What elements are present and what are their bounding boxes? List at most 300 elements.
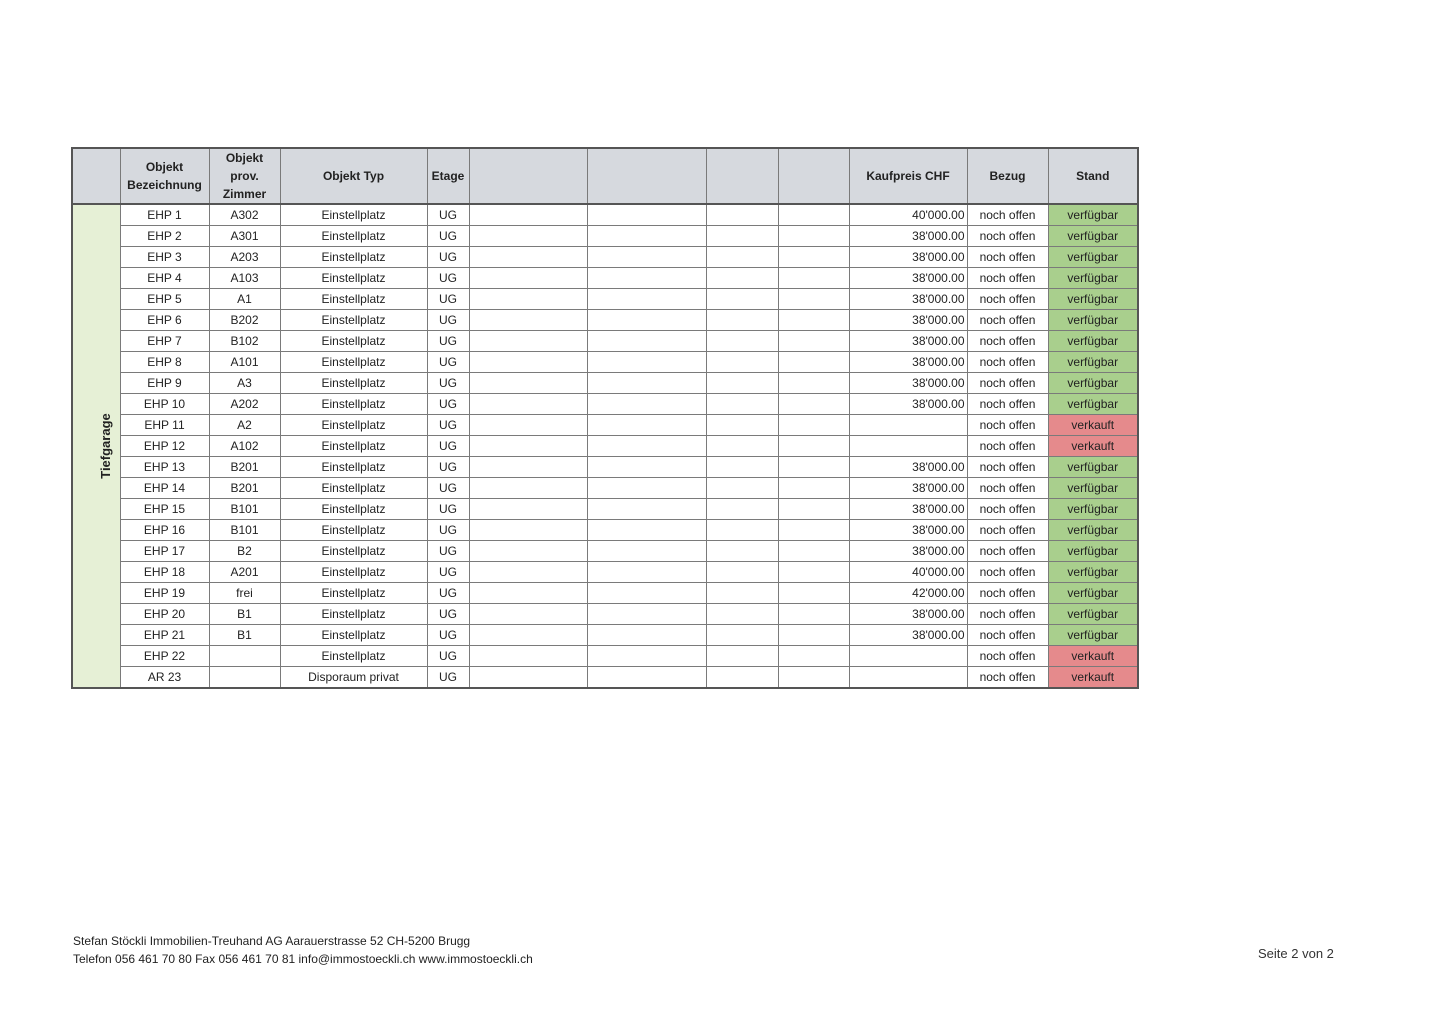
- cell-empty: [778, 562, 849, 583]
- cell-empty: [469, 415, 587, 436]
- cell-etage: UG: [427, 667, 469, 689]
- cell-etage: UG: [427, 436, 469, 457]
- cell-zimmer: A3: [209, 373, 280, 394]
- cell-empty: [469, 352, 587, 373]
- cell-bezug: noch offen: [967, 394, 1048, 415]
- cell-zimmer: B101: [209, 499, 280, 520]
- cell-stand: verfügbar: [1048, 541, 1138, 562]
- cell-empty: [778, 520, 849, 541]
- cell-kaufpreis: 38'000.00: [849, 331, 967, 352]
- cell-empty: [587, 352, 706, 373]
- cell-bezug: noch offen: [967, 541, 1048, 562]
- cell-empty: [469, 562, 587, 583]
- cell-bezeichnung: EHP 16: [120, 520, 209, 541]
- cell-bezeichnung: EHP 7: [120, 331, 209, 352]
- cell-empty: [706, 415, 778, 436]
- footer-line-company: Stefan Stöckli Immobilien-Treuhand AG Aarauerstrasse 52 CH-5200 Brugg: [73, 934, 471, 948]
- cell-empty: [778, 204, 849, 226]
- cell-kaufpreis: 38'000.00: [849, 499, 967, 520]
- parking-sales-table: [71, 147, 1139, 689]
- cell-empty: [469, 457, 587, 478]
- cell-etage: UG: [427, 541, 469, 562]
- table-row: [72, 478, 1138, 499]
- cell-zimmer: [209, 667, 280, 689]
- cell-bezeichnung: AR 23: [120, 667, 209, 689]
- cell-bezug: noch offen: [967, 478, 1048, 499]
- cell-typ: Einstellplatz: [280, 268, 427, 289]
- cell-empty: [587, 415, 706, 436]
- cell-empty: [469, 394, 587, 415]
- cell-bezeichnung: EHP 4: [120, 268, 209, 289]
- cell-empty: [778, 226, 849, 247]
- header-etage: Etage: [427, 148, 469, 204]
- cell-typ: Einstellplatz: [280, 436, 427, 457]
- cell-zimmer: A102: [209, 436, 280, 457]
- cell-empty: [778, 331, 849, 352]
- cell-kaufpreis: 38'000.00: [849, 604, 967, 625]
- table-row: [72, 436, 1138, 457]
- cell-zimmer: B201: [209, 478, 280, 499]
- cell-zimmer: A301: [209, 226, 280, 247]
- cell-typ: Einstellplatz: [280, 352, 427, 373]
- cell-empty: [706, 604, 778, 625]
- cell-kaufpreis: 38'000.00: [849, 373, 967, 394]
- cell-bezeichnung: EHP 3: [120, 247, 209, 268]
- cell-empty: [587, 310, 706, 331]
- cell-empty: [469, 310, 587, 331]
- cell-zimmer: A1: [209, 289, 280, 310]
- cell-bezeichnung: EHP 9: [120, 373, 209, 394]
- cell-empty: [587, 520, 706, 541]
- cell-empty: [587, 583, 706, 604]
- cell-etage: UG: [427, 204, 469, 226]
- cell-etage: UG: [427, 604, 469, 625]
- table-row: [72, 352, 1138, 373]
- table-row: [72, 520, 1138, 541]
- cell-stand: verfügbar: [1048, 289, 1138, 310]
- cell-bezeichnung: EHP 1: [120, 204, 209, 226]
- table-row: [72, 583, 1138, 604]
- cell-etage: UG: [427, 331, 469, 352]
- cell-etage: UG: [427, 247, 469, 268]
- cell-empty: [778, 457, 849, 478]
- table-row: [72, 562, 1138, 583]
- header-bezeichnung-line2: Bezeichnung: [127, 178, 202, 192]
- cell-stand: verfügbar: [1048, 604, 1138, 625]
- cell-empty: [469, 583, 587, 604]
- cell-zimmer: [209, 646, 280, 667]
- cell-empty: [706, 247, 778, 268]
- cell-etage: UG: [427, 415, 469, 436]
- cell-etage: UG: [427, 394, 469, 415]
- cell-stand: verkauft: [1048, 415, 1138, 436]
- cell-etage: UG: [427, 268, 469, 289]
- cell-zimmer: A202: [209, 394, 280, 415]
- cell-empty: [587, 268, 706, 289]
- cell-empty: [706, 520, 778, 541]
- cell-etage: UG: [427, 373, 469, 394]
- table-row: [72, 625, 1138, 646]
- cell-empty: [587, 478, 706, 499]
- cell-empty: [778, 268, 849, 289]
- header-bezeichnung: [120, 148, 209, 204]
- cell-bezug: noch offen: [967, 499, 1048, 520]
- cell-etage: UG: [427, 457, 469, 478]
- header-zimmer-line1: Objekt: [225, 151, 264, 165]
- cell-bezeichnung: EHP 21: [120, 625, 209, 646]
- cell-bezug: noch offen: [967, 268, 1048, 289]
- cell-empty: [587, 331, 706, 352]
- cell-empty: [706, 436, 778, 457]
- page-number: Seite 2 von 2: [1258, 946, 1334, 961]
- cell-typ: Einstellplatz: [280, 415, 427, 436]
- header-empty-1: [469, 148, 587, 204]
- cell-typ: Einstellplatz: [280, 520, 427, 541]
- table-row: [72, 373, 1138, 394]
- cell-empty: [587, 226, 706, 247]
- cell-empty: [778, 247, 849, 268]
- cell-etage: UG: [427, 289, 469, 310]
- cell-empty: [587, 247, 706, 268]
- cell-bezeichnung: EHP 15: [120, 499, 209, 520]
- cell-empty: [706, 562, 778, 583]
- cell-empty: [778, 394, 849, 415]
- cell-empty: [706, 499, 778, 520]
- header-group: [72, 148, 120, 204]
- cell-bezeichnung: EHP 17: [120, 541, 209, 562]
- cell-bezeichnung: EHP 22: [120, 646, 209, 667]
- cell-empty: [587, 541, 706, 562]
- table-row: [72, 394, 1138, 415]
- cell-empty: [778, 667, 849, 689]
- cell-empty: [706, 226, 778, 247]
- cell-etage: UG: [427, 625, 469, 646]
- sales-table-container: [71, 147, 1139, 689]
- cell-empty: [469, 646, 587, 667]
- group-cell-tiefgarage: [72, 204, 120, 688]
- cell-empty: [706, 457, 778, 478]
- cell-empty: [778, 415, 849, 436]
- cell-typ: Einstellplatz: [280, 310, 427, 331]
- cell-bezug: noch offen: [967, 331, 1048, 352]
- cell-etage: UG: [427, 226, 469, 247]
- cell-zimmer: B102: [209, 331, 280, 352]
- cell-typ: Einstellplatz: [280, 247, 427, 268]
- cell-typ: Einstellplatz: [280, 625, 427, 646]
- cell-typ: Disporaum privat: [280, 667, 427, 689]
- cell-empty: [706, 478, 778, 499]
- cell-typ: Einstellplatz: [280, 373, 427, 394]
- cell-stand: verfügbar: [1048, 352, 1138, 373]
- cell-zimmer: B201: [209, 457, 280, 478]
- cell-bezeichnung: EHP 19: [120, 583, 209, 604]
- footer-line-contact: Telefon 056 461 70 80 Fax 056 461 70 81 info@immostoeckli.ch www.immostoeckli.ch: [73, 952, 533, 966]
- cell-etage: UG: [427, 499, 469, 520]
- cell-stand: verfügbar: [1048, 478, 1138, 499]
- cell-bezug: noch offen: [967, 352, 1048, 373]
- cell-typ: Einstellplatz: [280, 204, 427, 226]
- cell-stand: verfügbar: [1048, 499, 1138, 520]
- cell-bezug: noch offen: [967, 415, 1048, 436]
- header-bezeichnung-line1: Objekt: [145, 160, 184, 174]
- cell-bezug: noch offen: [967, 310, 1048, 331]
- table-row: [72, 604, 1138, 625]
- cell-kaufpreis: 42'000.00: [849, 583, 967, 604]
- cell-etage: UG: [427, 310, 469, 331]
- cell-bezeichnung: EHP 18: [120, 562, 209, 583]
- cell-typ: Einstellplatz: [280, 457, 427, 478]
- cell-stand: verfügbar: [1048, 583, 1138, 604]
- cell-empty: [587, 289, 706, 310]
- cell-bezug: noch offen: [967, 289, 1048, 310]
- cell-etage: UG: [427, 352, 469, 373]
- header-empty-2: [587, 148, 706, 204]
- cell-bezug: noch offen: [967, 436, 1048, 457]
- cell-empty: [706, 204, 778, 226]
- cell-etage: UG: [427, 646, 469, 667]
- cell-kaufpreis: 38'000.00: [849, 457, 967, 478]
- cell-kaufpreis: 38'000.00: [849, 289, 967, 310]
- cell-empty: [778, 604, 849, 625]
- cell-zimmer: B1: [209, 625, 280, 646]
- cell-empty: [778, 583, 849, 604]
- cell-empty: [469, 204, 587, 226]
- cell-zimmer: A203: [209, 247, 280, 268]
- cell-zimmer: B2: [209, 541, 280, 562]
- cell-kaufpreis: 40'000.00: [849, 204, 967, 226]
- cell-kaufpreis: 38'000.00: [849, 310, 967, 331]
- cell-empty: [469, 499, 587, 520]
- cell-empty: [706, 310, 778, 331]
- header-zimmer-line2: prov.: [230, 169, 259, 183]
- header-empty-3: [706, 148, 778, 204]
- cell-stand: verfügbar: [1048, 268, 1138, 289]
- cell-empty: [778, 478, 849, 499]
- cell-empty: [706, 331, 778, 352]
- header-typ: Objekt Typ: [280, 148, 427, 204]
- cell-typ: Einstellplatz: [280, 541, 427, 562]
- cell-empty: [469, 667, 587, 689]
- cell-empty: [778, 499, 849, 520]
- cell-bezug: noch offen: [967, 247, 1048, 268]
- cell-stand: verfügbar: [1048, 394, 1138, 415]
- cell-zimmer: B101: [209, 520, 280, 541]
- cell-empty: [469, 520, 587, 541]
- cell-kaufpreis: 38'000.00: [849, 352, 967, 373]
- header-kaufpreis: Kaufpreis CHF: [849, 148, 967, 204]
- cell-etage: UG: [427, 562, 469, 583]
- cell-bezug: noch offen: [967, 457, 1048, 478]
- cell-typ: Einstellplatz: [280, 562, 427, 583]
- table-row: [72, 646, 1138, 667]
- cell-empty: [469, 478, 587, 499]
- cell-bezug: noch offen: [967, 373, 1048, 394]
- cell-kaufpreis: 38'000.00: [849, 268, 967, 289]
- cell-empty: [706, 583, 778, 604]
- cell-stand: verkauft: [1048, 646, 1138, 667]
- cell-empty: [587, 394, 706, 415]
- header-zimmer-line3: Zimmer: [222, 187, 267, 201]
- cell-bezug: noch offen: [967, 625, 1048, 646]
- header-stand: Stand: [1048, 148, 1138, 204]
- cell-empty: [469, 226, 587, 247]
- group-label: Tiefgarage: [97, 413, 113, 479]
- cell-empty: [587, 604, 706, 625]
- cell-kaufpreis: 38'000.00: [849, 625, 967, 646]
- cell-bezug: noch offen: [967, 520, 1048, 541]
- cell-typ: Einstellplatz: [280, 604, 427, 625]
- footer-address: [73, 932, 533, 968]
- cell-empty: [469, 604, 587, 625]
- cell-zimmer: A2: [209, 415, 280, 436]
- cell-empty: [587, 667, 706, 689]
- cell-empty: [469, 373, 587, 394]
- cell-typ: Einstellplatz: [280, 646, 427, 667]
- table-row: [72, 268, 1138, 289]
- cell-typ: Einstellplatz: [280, 289, 427, 310]
- cell-bezeichnung: EHP 12: [120, 436, 209, 457]
- cell-empty: [587, 625, 706, 646]
- cell-empty: [469, 541, 587, 562]
- cell-zimmer: A101: [209, 352, 280, 373]
- table-row: [72, 415, 1138, 436]
- header-bezug: Bezug: [967, 148, 1048, 204]
- cell-stand: verfügbar: [1048, 247, 1138, 268]
- table-header-row: [72, 148, 1138, 204]
- cell-stand: verfügbar: [1048, 562, 1138, 583]
- cell-empty: [587, 499, 706, 520]
- cell-typ: Einstellplatz: [280, 226, 427, 247]
- cell-stand: verfügbar: [1048, 204, 1138, 226]
- cell-empty: [469, 247, 587, 268]
- cell-empty: [706, 268, 778, 289]
- cell-empty: [778, 373, 849, 394]
- cell-stand: verfügbar: [1048, 331, 1138, 352]
- cell-empty: [587, 457, 706, 478]
- cell-bezug: noch offen: [967, 204, 1048, 226]
- cell-kaufpreis: 38'000.00: [849, 247, 967, 268]
- cell-empty: [706, 352, 778, 373]
- cell-bezug: noch offen: [967, 226, 1048, 247]
- cell-stand: verfügbar: [1048, 226, 1138, 247]
- table-row: [72, 541, 1138, 562]
- cell-empty: [587, 562, 706, 583]
- table-row: [72, 247, 1138, 268]
- cell-empty: [706, 289, 778, 310]
- cell-typ: Einstellplatz: [280, 331, 427, 352]
- table-row: [72, 226, 1138, 247]
- table-row: [72, 310, 1138, 331]
- cell-empty: [706, 625, 778, 646]
- cell-empty: [706, 373, 778, 394]
- cell-stand: verkauft: [1048, 436, 1138, 457]
- cell-empty: [778, 310, 849, 331]
- cell-empty: [587, 646, 706, 667]
- table-row: [72, 331, 1138, 352]
- cell-etage: UG: [427, 520, 469, 541]
- cell-kaufpreis: [849, 436, 967, 457]
- cell-bezeichnung: EHP 13: [120, 457, 209, 478]
- cell-empty: [778, 436, 849, 457]
- cell-bezeichnung: EHP 5: [120, 289, 209, 310]
- cell-stand: verfügbar: [1048, 520, 1138, 541]
- cell-empty: [706, 667, 778, 689]
- cell-kaufpreis: 38'000.00: [849, 394, 967, 415]
- cell-zimmer: A302: [209, 204, 280, 226]
- cell-kaufpreis: 38'000.00: [849, 226, 967, 247]
- cell-stand: verkauft: [1048, 667, 1138, 689]
- table-row: [72, 289, 1138, 310]
- cell-kaufpreis: 38'000.00: [849, 478, 967, 499]
- table-row: [72, 204, 1138, 226]
- cell-zimmer: A103: [209, 268, 280, 289]
- cell-bezeichnung: EHP 11: [120, 415, 209, 436]
- cell-zimmer: A201: [209, 562, 280, 583]
- cell-kaufpreis: 40'000.00: [849, 562, 967, 583]
- table-row: [72, 667, 1138, 689]
- cell-empty: [778, 541, 849, 562]
- table-row: [72, 499, 1138, 520]
- cell-typ: Einstellplatz: [280, 478, 427, 499]
- cell-bezeichnung: EHP 8: [120, 352, 209, 373]
- cell-bezug: noch offen: [967, 562, 1048, 583]
- table-row: [72, 457, 1138, 478]
- cell-empty: [587, 204, 706, 226]
- cell-empty: [706, 541, 778, 562]
- cell-empty: [778, 289, 849, 310]
- cell-empty: [469, 289, 587, 310]
- header-zimmer: [209, 148, 280, 204]
- cell-bezeichnung: EHP 2: [120, 226, 209, 247]
- cell-typ: Einstellplatz: [280, 583, 427, 604]
- cell-bezug: noch offen: [967, 646, 1048, 667]
- cell-etage: UG: [427, 478, 469, 499]
- cell-kaufpreis: 38'000.00: [849, 520, 967, 541]
- cell-empty: [778, 646, 849, 667]
- cell-stand: verfügbar: [1048, 310, 1138, 331]
- cell-kaufpreis: [849, 667, 967, 689]
- cell-bezeichnung: EHP 14: [120, 478, 209, 499]
- cell-stand: verfügbar: [1048, 625, 1138, 646]
- cell-bezug: noch offen: [967, 604, 1048, 625]
- cell-empty: [587, 373, 706, 394]
- cell-zimmer: B1: [209, 604, 280, 625]
- header-empty-4: [778, 148, 849, 204]
- cell-empty: [706, 646, 778, 667]
- cell-zimmer: B202: [209, 310, 280, 331]
- cell-typ: Einstellplatz: [280, 499, 427, 520]
- cell-empty: [469, 331, 587, 352]
- cell-bezeichnung: EHP 20: [120, 604, 209, 625]
- cell-etage: UG: [427, 583, 469, 604]
- cell-bezug: noch offen: [967, 583, 1048, 604]
- cell-kaufpreis: [849, 415, 967, 436]
- cell-empty: [778, 625, 849, 646]
- cell-empty: [469, 436, 587, 457]
- cell-empty: [469, 268, 587, 289]
- cell-bezug: noch offen: [967, 667, 1048, 689]
- cell-empty: [778, 352, 849, 373]
- cell-kaufpreis: [849, 646, 967, 667]
- cell-bezeichnung: EHP 6: [120, 310, 209, 331]
- cell-empty: [587, 436, 706, 457]
- cell-zimmer: frei: [209, 583, 280, 604]
- cell-stand: verfügbar: [1048, 457, 1138, 478]
- cell-empty: [469, 625, 587, 646]
- cell-kaufpreis: 38'000.00: [849, 541, 967, 562]
- cell-empty: [706, 394, 778, 415]
- cell-stand: verfügbar: [1048, 373, 1138, 394]
